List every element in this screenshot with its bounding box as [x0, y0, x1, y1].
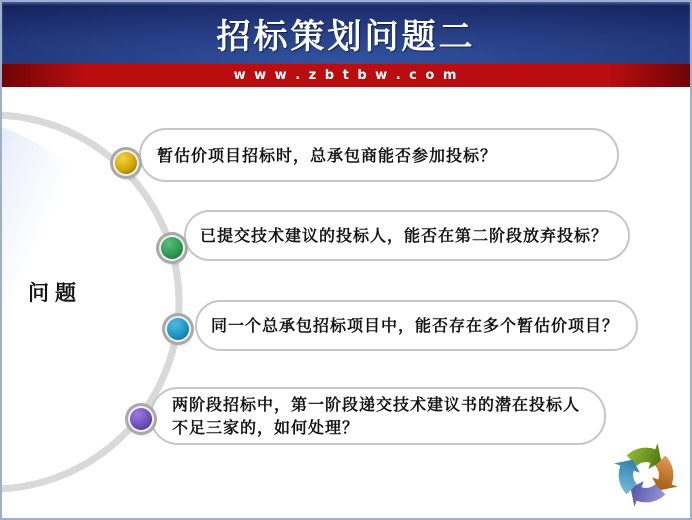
title-bar [2, 2, 690, 64]
hub-label: 问题 [28, 281, 82, 305]
question-text-4: 两阶段招标中，第一阶段递交技术建议书的潜在投标人不足三家的，如何处理？ [172, 395, 581, 437]
diagram-area [2, 87, 690, 518]
question-bubble-1 [139, 128, 619, 182]
question-dot-yellow [115, 152, 137, 174]
question-text-3: 同一个总承包招标项目中，能否存在多个暂估价项目？ [211, 316, 620, 335]
question-bubble-2 [184, 210, 630, 261]
question-bubble-3 [195, 300, 638, 351]
slide-title: 招标策划问题二 [216, 16, 476, 57]
question-text-2: 已提交技术建议的投标人，能否在第二阶段放弃投标？ [200, 226, 609, 245]
question-dot-blue [167, 318, 189, 340]
question-text-1: 暂估价项目招标时，总承包商能否参加投标？ [157, 145, 498, 165]
question-dot-purple [130, 408, 152, 430]
question-bubble-4 [150, 387, 606, 445]
cycle-arrows-icon [610, 439, 682, 511]
question-dot-green [161, 237, 183, 259]
website-url: w w w . z b t b w . c o m [233, 68, 459, 83]
website-band [2, 64, 690, 87]
